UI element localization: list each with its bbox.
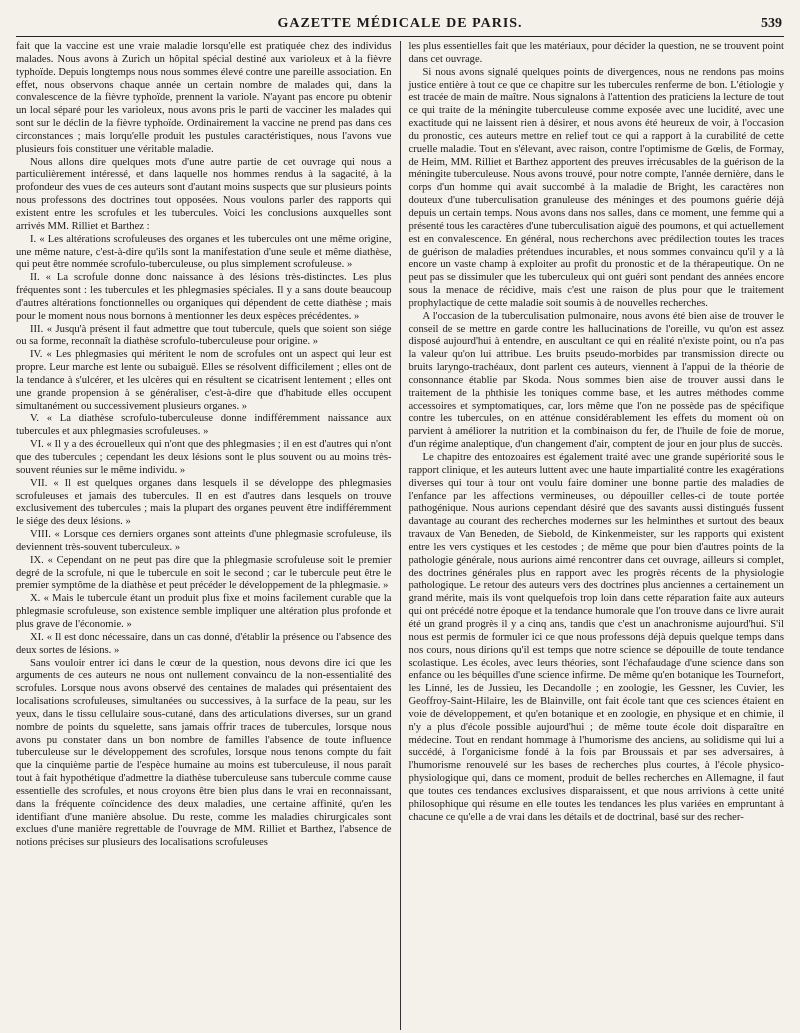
column-divider (400, 41, 401, 1030)
right-column-paragraph: Le chapitre des entozoaires est également traité avec une grande supériorité sous le rapport clinique, et les auteurs luttent avec une haute impartialité contre les exagérations diverses qui tour à tour ont voulu faire dominer une bonne partie des maladies de l'enfance par les affections vermineuses, ou dépouiller celles-ci de toute portée pathogénique. Nous aurions cependant désiré que des savants aussi distingués fussent davantage au courant des recherches modernes sur les helminthes et surtout des beaux travaux de Van Beneden, de Siebold, de Kinkenmeister, sur les rapports qui existent entre les vers cystiques et les cestodes ; de même que pour bien d'autres points de la pathologie générale, nous aurions aimé rencontrer dans cet ouvrage, ailleurs si complet, des doctrines générales plus en rapport avec les progrès récents de la physiologie pathologique. Le retour des auteurs vers des doctrines plus anciennes a certainement un grand mérite, mais ils vont quelquefois trop loin dans cette réparation faite aux auteurs qui ont précédé notre époque et la tendance humorale que l'on trouve dans ce livre aurait été un grand progrès il y a cinq ans, tandis que c'est un anachronisme aujourd'hui. S'il nous est permis de formuler ici ce que nous professons déjà depuis quelque temps dans nos cours, nous dirions qu'il est temps que notre science se dépouille de toute tendance scolastique. Les écoles, avec leurs théories, sont l'échafaudage d'une science dans son enfance ou les béquilles d'une science infirme. De même qu'en botanique les Tournefort, les Linné, les de Jussieu, les Decandolle ; en zoologie, les Gessner, les Cuvier, les Geoffroy-Saint-Hilaire, les de Blainville, ont fait école tant que ces sciences étaient en voie de développement, et qu'en botanique et en zoologie, en physique et en chimie, il n'y a plus d'école possible aujourd'hui ; de même toute école doit disparaître en médecine. Tout en rendant hommage à l'humorisme des anciens, au solidisme qui lui a succédé, à l'organicisme fondé à la fois par Broussais et par ses adversaires, à l'humorisme renouvelé sur les bases de recherches plus courtes, à l'école physico-physiologique qui, dans ce moment, produit de belles recherches en Allemagne, il faut que toutes ces tendances exclusives disparaissent, et que nous arrivions à cette unité philosophique qui résume en elle toutes les tendances les plus variées en empruntant à chacune ce qu'elle a de vrai dans les détails et de doctrinal, basé sur des recher- (408, 452, 784, 823)
left-column-paragraph: II. « La scrofule donne donc naissance à des lésions très-distinctes. Les plus fréquentes sont : les tubercules et les phlegmasies spéciales. Il y a sans doute beaucoup d'autres altérations fonctionnelles ou organiques qui dépendent de cette diathèse ; mais pour le moment nous nous bornons à mentionner les deux espèces précédentes. » (16, 272, 392, 322)
left-column-paragraph: VI. « Il y a des écrouelleux qui n'ont que des phlegmasies ; il en est d'autres qui n'ont que des tubercules ; cependant les deux lésions sont le plus souvent ou au moins très-souvent réunies sur le même individu. » (16, 439, 392, 476)
running-title: GAZETTE MÉDICALE DE PARIS. (277, 16, 523, 31)
right-column-paragraph: les plus essentielles fait que les matériaux, pour décider la question, ne se trouvent point dans cet ouvrage. (408, 41, 784, 65)
left-column-paragraph: III. « Jusqu'à présent il faut admettre que tout tubercule, quels que soient son siége ou sa forme, reconnaît la diathèse scrofulo-tuberculeuse pour origine. » (16, 323, 392, 348)
left-column-paragraph: VIII. « Lorsque ces derniers organes sont atteints d'une phlegmasie scrofuleuse, ils deviennent très-souvent tuberculeux. » (16, 529, 392, 553)
left-column-paragraph: IV. « Les phlegmasies qui méritent le nom de scrofules ont un aspect qui leur est propre. Leur marche est lente ou subaiguë. Elles se résolvent difficilement ; elles ont de la tendance à s'ulcérer, et les ulcères qui en résultent se cicatrisent lentement ; elles ont une grande propension à se généraliser, c'est-à-dire que d'habitude elles occupent simultanément ou successivement plusieurs organes. » (16, 349, 392, 412)
left-column (16, 41, 392, 1030)
left-column-paragraph: V. « La diathèse scrofulo-tuberculeuse donne indifféremment naissance aux tubercules et aux phlegmasies scrofuleuses. » (16, 413, 392, 438)
two-column-body (16, 41, 784, 1030)
page-number: 539 (761, 16, 782, 31)
left-column-paragraph: XI. « Il est donc nécessaire, dans un cas donné, d'établir la présence ou l'absence des deux sortes de lésions. » (16, 631, 392, 656)
left-column-paragraph: VII. « Il est quelques organes dans lesquels il se développe des phlegmasies scrofuleuses et jamais des tubercules. Il en est d'autres dans lesquels on trouve exclusivement des tubercules ; mais la plupart des organes peuvent être indifféremment le siége des deux lésions. » (16, 477, 392, 528)
left-column-paragraph: Nous allons dire quelques mots d'une autre partie de cet ouvrage qui nous a particulièrement intéressé, et dans laquelle nos hommes rendus à la sagacité, à la profondeur des vues de ces auteurs sont d'autant moins suspects que sur plusieurs points nous professons des doctrines tout opposées. Nous voulons parler des rapports qui existent entre les scrofules et les tubercules. Voici les conclusions auxquelles sont arrivés MM. Rilliet et Barthez : (16, 156, 392, 232)
right-column-paragraph: A l'occasion de la tuberculisation pulmonaire, nous avons été bien aise de trouver le conseil de se mettre en garde contre les hallucinations de l'oreille, vu qu'on est assez disposé aujourd'hui à entendre, en auscultant ce qui en réalité n'existe point, ou n'a pas la valeur qu'on lui attribue. Les bruits pseudo-morbides par transmission directe ou bruits laryngo-trachéaux, dont parlent ces auteurs, viennent à l'appui de la théorie de consonnance établie par Skoda. Nous sommes bien aise de trouver aussi dans le traitement de la phthisie les toniques comme base, et les autres méthodes comme accessoires et symptomatiques, car, lors même que l'on ne possède pas de spécifique contre les tubercules, on en atténue considérablement les effets du moment où on parvient à améliorer la nutrition et la combinaison du fer, de l'huile de foie de morue, d'un régime analeptique, d'un changement d'air, comptent de jour en jour plus de succès. (408, 310, 784, 451)
left-column-paragraph: Sans vouloir entrer ici dans le cœur de la question, nous devons dire ici que les arguments de ces auteurs ne nous ont nullement convaincu de la non-essentialité des scrofules. Lorsque nous avons observé des centaines de malades qui présentaient des localisations scrofuleuses, simultanées ou successives, à la surface de la peau, sur les yeux, dans le tissu cellulaire sous-cutané, dans des articulations diverses, sur un grand nombre de points du squelette, sans jamais offrir traces de tubercules, lorsque nous avons pu constater dans un bon nombre de familles l'absence de toute influence tuberculeuse sur le développement des scrofules, lorsque nous tenons compte du fait que la cinquième partie de l'espèce humaine au moins est tuberculeuse, il nous paraît tout à fait hypothétique d'admettre la diathèse tuberculeuse sans tubercule comme cause essentielle des scrofules, et nous croyons être bien plus dans le vrai en reconnaissant, dans la fréquente coïncidence des deux maladies, une certaine affinité, qu'en les identifiant d'une manière absolue. Du reste, comme les maladies chirurgicales sont exclues d'une manière regrettable de l'ouvrage de MM. Rilliet et Barthez, l'absence de notions précises sur plusieurs des localisations scrofuleuses (16, 657, 392, 849)
right-column-paragraph: Si nous avons signalé quelques points de divergences, nous ne rendons pas moins justice entière à tout ce que ce chapitre sur les tubercules renferme de bon. L'étiologie y est tracée de main de maître. Nous signalons à l'attention des praticiens la lecture de tout ce qui traite de la méningite tuberculeuse comme exposée avec une lucidité, avec une exactitude qui ne laissent rien à désirer, et nous avons été heureux de voir, à l'occasion du pronostic, ces auteurs mettre en relief tout ce qui a rapport à la curabilité de cette cruelle maladie. Tout en s'élevant, avec raison, contre l'optimisme de Gœlis, de Formay, de Heim, MM. Rilliet et Barthez apportent des preuves irrécusables de la guérison de la méningite tuberculeuse. Nous avons trouvé, pour notre compte, l'année dernière, dans le corps d'un homme qui avait succombé à la maladie de Bright, les caractères non douteux d'une tuberculisation granuleuse des méninges et des poumons guérie déjà depuis un certain temps. Nous avons dans nos salles, dans ce moment, une femme qui a présenté tous les caractères d'une tuberculisation aiguë des poumons, et qui actuellement est en convalescence. En général, nous recherchons avec prédilection toutes les traces de guérison de maladies prétendues incurables, et nous sommes convaincu qu'il y a là encore un vaste champ à exploiter au profit du pronostic et de la thérapeutique. On ne peut pas se dissimuler que les tuberculeux qui ont guéri sont pendant des années encore sous la menace de récidive, mais c'est une raison de plus pour que le traitement prophylactique de cette maladie soit soumis à de nouvelles recherches. (408, 66, 784, 309)
right-column (408, 41, 784, 1030)
page-header (16, 14, 784, 37)
left-column-paragraph: X. « Mais le tubercule étant un produit plus fixe et moins facilement curable que la phlegmasie scrofuleuse, son existence semble impliquer une altération plus profonde et plus grave de l'économie. » (16, 593, 392, 630)
left-column-paragraph: I. « Les altérations scrofuleuses des organes et les tubercules ont une même origine, une même nature, c'est-à-dire qu'ils sont la manifestation d'une seule et même diathèse, qui peut être nommée scrofulo-tuberculeuse, ou plus simplement scrofuleuse. » (16, 233, 392, 271)
left-column-paragraph: IX. « Cependant on ne peut pas dire que la phlegmasie scrofuleuse soit le premier degré de la scrofule, ni que le tubercule en soit le second ; car le tubercule peut être le premier symptôme de la diathèse et peut précéder le développement de la phlegmasie. » (16, 554, 392, 592)
left-column-paragraph: fait que la vaccine est une vraie maladie lorsqu'elle est pratiquée chez des individus malades. Nous avons à Zurich un hôpital spécial destiné aux varioleux et à la fièvre typhoïde. Depuis longtemps nous nous sommes élevé contre une pareille association. En effet, nous observons chaque année un certain nombre de malades qui, dans la convalescence de la fièvre typhoïde, prennent la variole. N'ayant pas encore pu obtenir un local séparé pour les varioleux, nous avons pris le parti de vacciner les malades qui sont sur le déclin de la fièvre typhoïde. Ordinairement la vaccine ne prend pas dans ces circonstances ; mais lorqu'elle produit les pustules caractéristiques, nous l'avons vue plusieurs fois constituer une véritable maladie. (16, 41, 392, 155)
